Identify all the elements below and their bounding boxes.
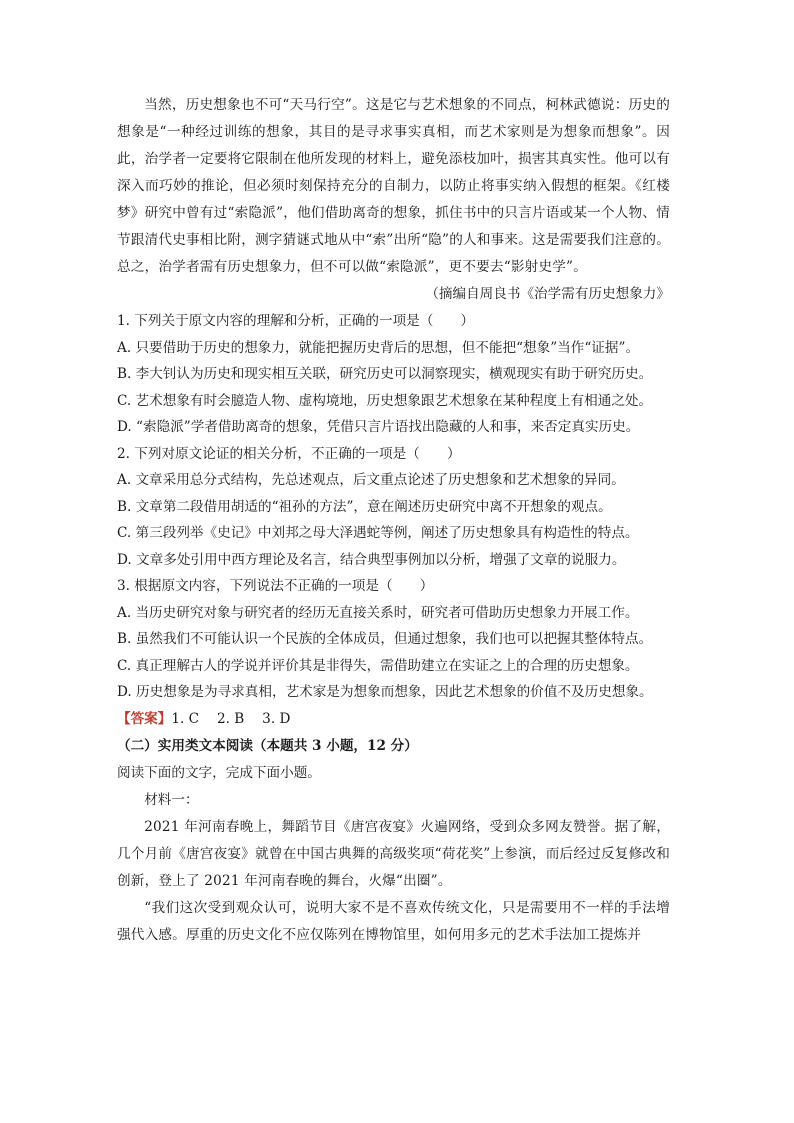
option-a: A. 只要借助于历史的想象力，就能把握历史背后的思想，但不能把“想象”当作“证据”。 — [117, 339, 640, 356]
option-b: B. 虽然我们不可能认识一个民族的全体成员，但通过想象，我们也可以把握其整体特点。 — [117, 631, 653, 647]
option-c: C. 真正理解古人的学说并评价其是非得失，需借助建立在实证之上的合理的历史想象。 — [117, 657, 639, 674]
section-title: （二）实用类文本阅读（本题共 3 小题，12 分） — [117, 737, 418, 754]
option-d: D. “索隐派”学者借助离奇的想象，凭借只言片语找出隐藏的人和事，来否定真实历史。 — [117, 419, 640, 435]
option-c: C. 第三段列举《史记》中刘邦之母大泽遇蛇等例，阐述了历史想象具有构造性的特点。 — [117, 525, 639, 541]
passage-source: （摘编自周良书《治学需有历史想象力》 — [425, 286, 670, 302]
material-paragraph: “我们这次受到观众认可，说明大家不是不喜欢传统文化，只是需要用不一样的手法增强代入感。厚重的历史文化不应仅陈列在博物馆里，如何用多元的艺术手法加工提炼并 — [117, 899, 670, 943]
answer-text: 1. C 2. B 3. D — [171, 710, 291, 727]
passage-paragraph: 当然，历史想象也不可“天马行空”。这是它与艺术想象的不同点，柯林武德说：历史的想象是“一种经过训练的想象，其目的是寻求事实真相，而艺术家则是为想象而想象”。因此，治学者一定要将它限制在他所发现的材料上，避免添枝加叶，损害其真实性。他可以有深入而巧妙的推论，但必须时刻保持充分的自制力，以防止将事实纳入假想的框架。《红楼梦》研究中曾有过“索隐派”，他们借助离奇的想象，抓住书中的只言片语或某一个人物、情节跟清代史事相比附，测字猜谜式地从中“索”出所“隐”的人和事来。这是需要我们注意的。总之，治学者需有历史想象力，但不可以做“索隐派”，更不要去“影射史学”。 — [117, 97, 670, 275]
option-d: D. 文章多处引用中西方理论及名言，结合典型事例加以分析，增强了文章的说服力。 — [117, 551, 626, 568]
option-c: C. 艺术想象有时会臆造人物、虚构境地，历史想象跟艺术想象在某种程度上有相通之处。 — [117, 392, 653, 409]
option-b: B. 文章第二段借用胡适的“祖孙的方法”，意在阐述历史研究中离不开想象的观点。 — [117, 498, 612, 515]
answer-line — [117, 706, 670, 733]
option-a: A. 文章采用总分式结构，先总述观点，后文重点论述了历史想象和艺术想象的异同。 — [117, 472, 625, 488]
question-2 — [117, 441, 670, 574]
question-stem: 2. 下列对原文论证的相关分析，不正确的一项是（ ） — [117, 445, 461, 462]
option-d: D. 历史想象是为寻求真相，艺术家是为想象而想象，因此艺术想象的价值不及历史想象。 — [117, 684, 653, 700]
document-page — [117, 92, 670, 949]
material-paragraph: 2021 年河南春晚上，舞蹈节目《唐宫夜宴》火遍网络，受到众多网友赞誉。据了解，几个月前《唐宫夜宴》就曾在中国古典舞的高级奖项“荷花奖”上参演，而后经过反复修改和创新，登上了 2021 年河南春晚的舞台，火爆“出圈”。 — [117, 818, 670, 889]
option-b: B. 李大钊认为历史和现实相互关联，研究历史可以洞察现实，横观现实有助于研究历史。 — [117, 366, 653, 382]
option-a: A. 当历史研究对象与研究者的经历无直接关系时，研究者可借助历史想象力开展工作。 — [117, 604, 639, 621]
question-1 — [117, 308, 670, 441]
question-stem: 3. 根据原文内容，下列说法不正确的一项是（ ） — [117, 578, 434, 594]
section-instruction: 阅读下面的文字，完成下面小题。 — [117, 764, 321, 781]
question-3 — [117, 573, 670, 706]
material-label: 材料一： — [144, 791, 199, 808]
question-stem: 1. 下列关于原文内容的理解和分析，正确的一项是（ ） — [117, 313, 475, 329]
answer-tag: 【答案】 — [117, 710, 172, 727]
